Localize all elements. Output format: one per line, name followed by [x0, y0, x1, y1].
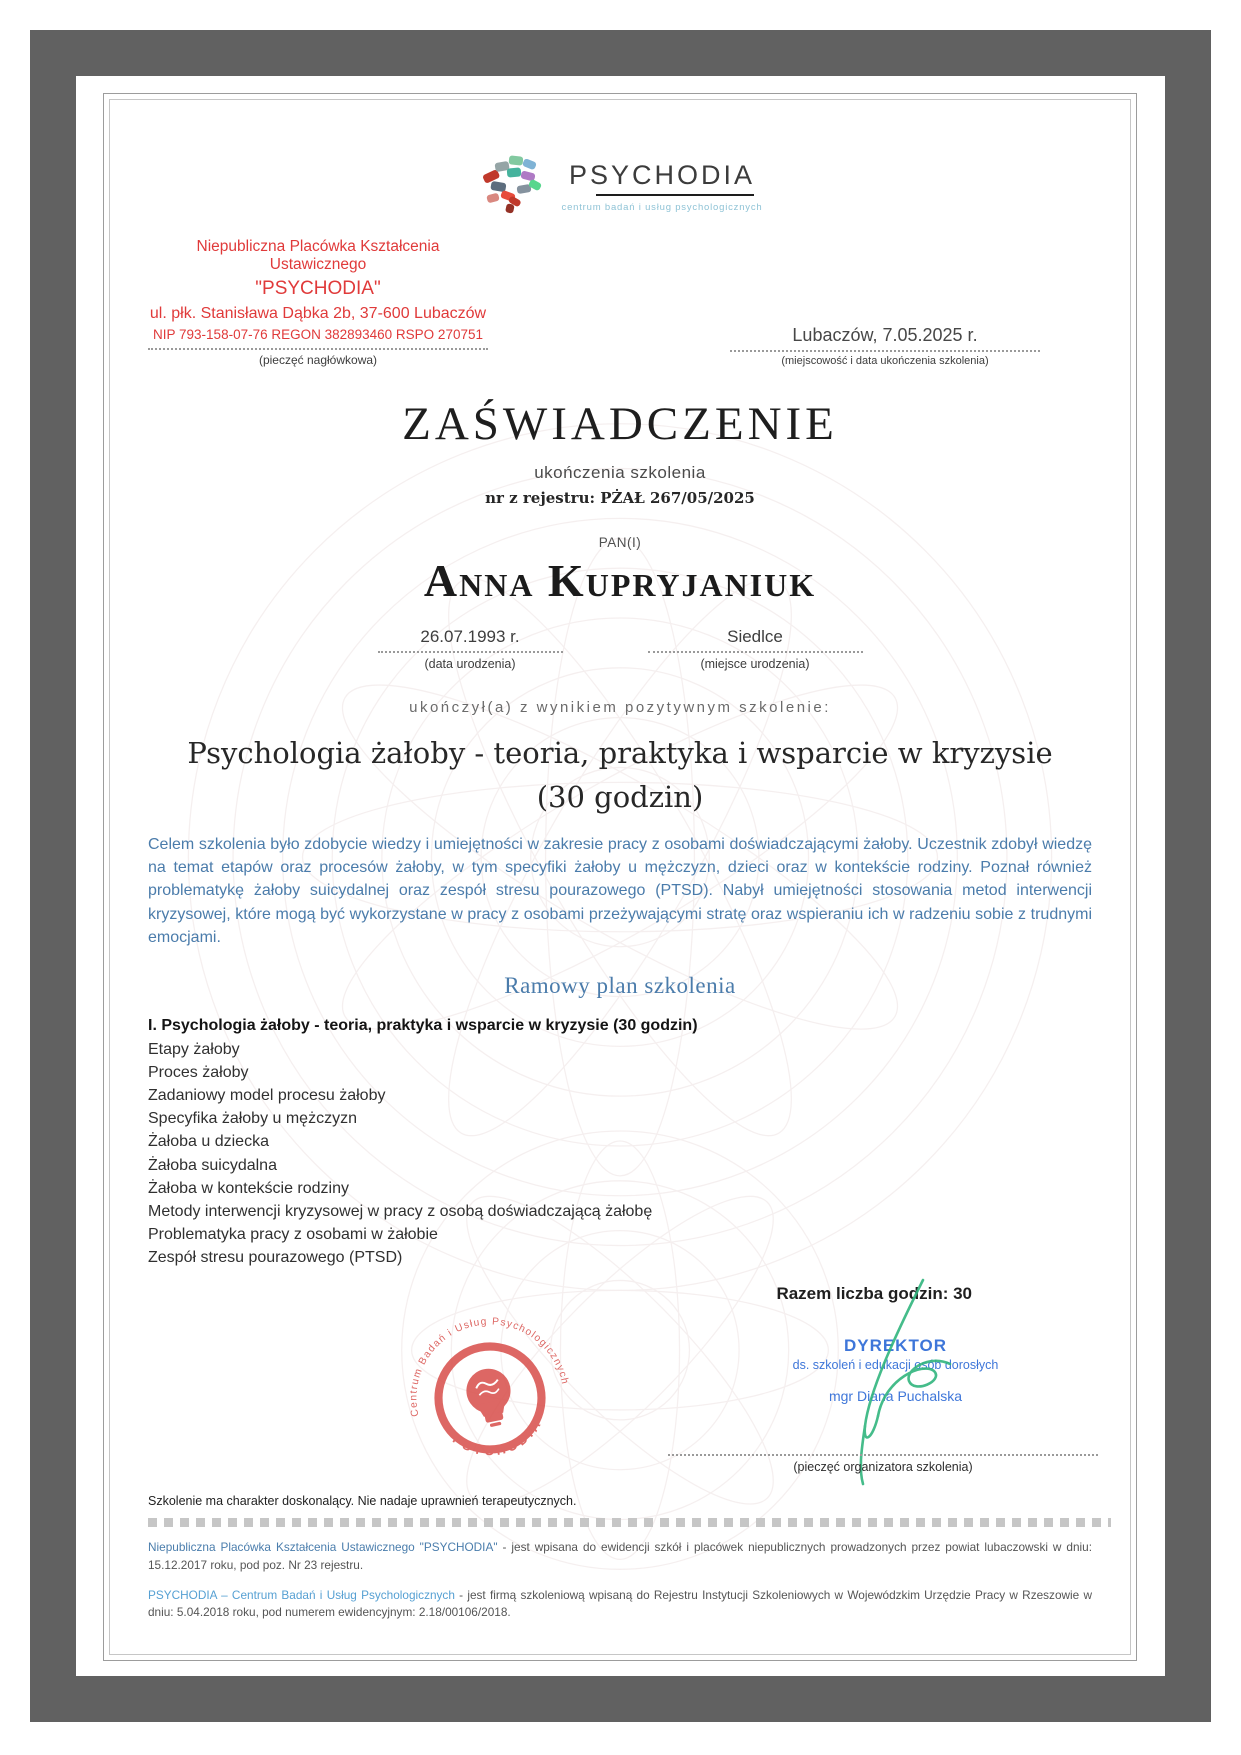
- issued-place-date: Lubaczów, 7.05.2025 r.: [792, 325, 978, 345]
- logo-brand: PSYCHODIA: [568, 160, 756, 190]
- plan-module-title: I. Psychologia żałoby - teoria, praktyka i wsparcie w kryzysie (30 godzin): [148, 1016, 698, 1034]
- registry-number: nr z rejestru: PŻAŁ 267/05/2025: [485, 489, 755, 507]
- birth-place-block: [648, 627, 863, 671]
- plan-item: Proces żałoby: [148, 1064, 249, 1082]
- course-title: [148, 732, 1092, 819]
- course-description: Celem szkolenia było zdobycie wiedzy i umiejętności w zakresie pracy z osobami doświadczającymi żałoby. Uczestnik zdobył wiedzę na temat etapów oraz procesów żałoby, w tym specyfiki żałoby u mężczyzn, dzieci oraz w kontekście rodziny. Poznał również problematykę żałoby suicydalnej oraz zespół stresu pourazowego (PTSD). Nabył umiejętności stosowania metod interwencji kryzysowej, które mogą być wykorzystane w pracy z osobami przeżywającymi stratę oraz wspieraniu ich w radzeniu sobie z trudnymi emocjami.: [148, 836, 1092, 946]
- issuer-line2: "PSYCHODIA": [255, 278, 381, 299]
- plan-item: Etapy żałoby: [148, 1041, 240, 1059]
- plan-item: Problematyka pracy z osobami w żałobie: [148, 1225, 438, 1243]
- plan-item: Żałoba suicydalna: [148, 1156, 277, 1174]
- director-role: DYREKTOR: [843, 1336, 948, 1356]
- completion-statement: ukończył(a) z wynikiem pozytywnym szkolenie:: [409, 699, 831, 716]
- certificate-body: [109, 99, 1131, 1655]
- plan-heading: Ramowy plan szkolenia: [504, 972, 736, 998]
- plan-list: [148, 1015, 1092, 1268]
- footnote-2: [148, 1587, 1092, 1622]
- footnote-2-org: PSYCHODIA – Centrum Badań i Usług Psychologicznych: [148, 1587, 455, 1602]
- director-name: mgr Diana Puchalska: [828, 1388, 963, 1405]
- footnote-1-org: Niepubliczna Placówka Kształcenia Ustawicznego "PSYCHODIA": [148, 1540, 498, 1555]
- certificate-title: ZAŚWIADCZENIE: [402, 398, 838, 450]
- stamp-arc-text: Centrum Badań i Usług Psychologicznych: [408, 1316, 571, 1418]
- stamp-bottom-text: PSYCHODIA: [449, 1415, 546, 1459]
- round-stamp: [379, 1287, 602, 1510]
- round-stamp-icon: [379, 1287, 602, 1510]
- plan-item: Żałoba w kontekście rodziny: [148, 1179, 349, 1197]
- issuer-dotted-line: [148, 348, 488, 350]
- certificate-content: [110, 150, 1130, 1622]
- logo-tagline: centrum badań i usług psychologicznych: [561, 202, 763, 213]
- course-hours: (30 godzin): [536, 779, 704, 814]
- signature-dotted-line: [668, 1454, 1098, 1456]
- recipient-name: Anna Kupryjaniuk: [423, 555, 817, 606]
- certificate-frame: [103, 93, 1137, 1661]
- birth-row: [148, 627, 1092, 671]
- logo: [148, 150, 1092, 220]
- issuer-line3: ul. płk. Stanisława Dąbka 2b, 37-600 Lubaczów: [149, 305, 487, 322]
- plan-item: Zespół stresu pourazowego (PTSD): [148, 1249, 403, 1267]
- birth-date-value: 26.07.1993 r.: [378, 627, 563, 653]
- birth-place-value: Siedlce: [648, 627, 863, 653]
- disclaimer: Szkolenie ma charakter doskonalący. Nie nadaje uprawnień terapeutycznych.: [148, 1494, 577, 1509]
- header-row: [148, 238, 1092, 367]
- birth-date-block: [378, 627, 563, 671]
- birth-place-caption: (miejsce urodzenia): [700, 657, 810, 671]
- birth-date-caption: (data urodzenia): [424, 657, 516, 671]
- salutation: PAN(I): [598, 535, 642, 550]
- svg-text:PSYCHODIA: [448, 1413, 550, 1467]
- footnote-2-text: - jest firmą szkoleniową wpisaną do Rejestru Instytucji Szkoleniowych w Wojewódzkim Urzędzie Pracy w Rzeszowie w dniu: 5.04.2018 roku, pod numerem ewidencyjnym: 2.18/00106/2018.: [148, 1587, 1092, 1620]
- total-hours: Razem liczba godzin: 30: [776, 1284, 972, 1304]
- course-title-text: Psychologia żałoby - teoria, praktyka i wsparcie w kryzysie: [187, 736, 1053, 770]
- plan-item: Specyfika żałoby u mężczyzn: [148, 1110, 357, 1128]
- plan-item: Metody interwencji kryzysowej w pracy z osobą doświadczającą żałobę: [148, 1202, 653, 1220]
- director-role-detail: ds. szkoleń i edukacji osób dorosłych: [792, 1358, 999, 1373]
- plan-item: Żałoba u dziecka: [148, 1133, 269, 1151]
- footnote-1: [148, 1539, 1092, 1574]
- certificate-subtitle: ukończenia szkolenia: [534, 463, 706, 482]
- issuer-caption: (pieczęć nagłówkowa): [258, 353, 378, 367]
- footnote-1-text: - jest wpisana do ewidencji szkół i placówek niepublicznych prowadzonych przez powiat lubaczowski w dniu: 15.12.2017 roku, pod poz. Nr 23 rejestru.: [148, 1540, 1092, 1572]
- issued-dotted-line: [730, 350, 1040, 352]
- signature-caption: (pieczęć organizatora szkolenia): [793, 1460, 973, 1475]
- plan-item: Zadaniowy model procesu żałoby: [148, 1087, 386, 1105]
- squares-separator: [148, 1518, 1111, 1527]
- plan-items: [148, 1039, 1092, 1268]
- issued-block: [730, 325, 1040, 367]
- issuer-block: [148, 238, 488, 367]
- brain-logo-icon: [478, 152, 550, 214]
- issuer-line4: NIP 793-158-07-76 REGON 382893460 RSPO 270751: [153, 327, 483, 342]
- issued-caption: (miejscowość i data ukończenia szkolenia): [781, 355, 989, 367]
- logo-underline: [596, 194, 754, 196]
- issuer-line1: Niepubliczna Placówka Kształcenia Ustawicznego: [196, 238, 440, 273]
- logo-text: [562, 160, 763, 213]
- stamp-bulb-icon: [462, 1365, 517, 1431]
- signature-area: [148, 1308, 1092, 1490]
- director-stamp: [723, 1336, 1068, 1404]
